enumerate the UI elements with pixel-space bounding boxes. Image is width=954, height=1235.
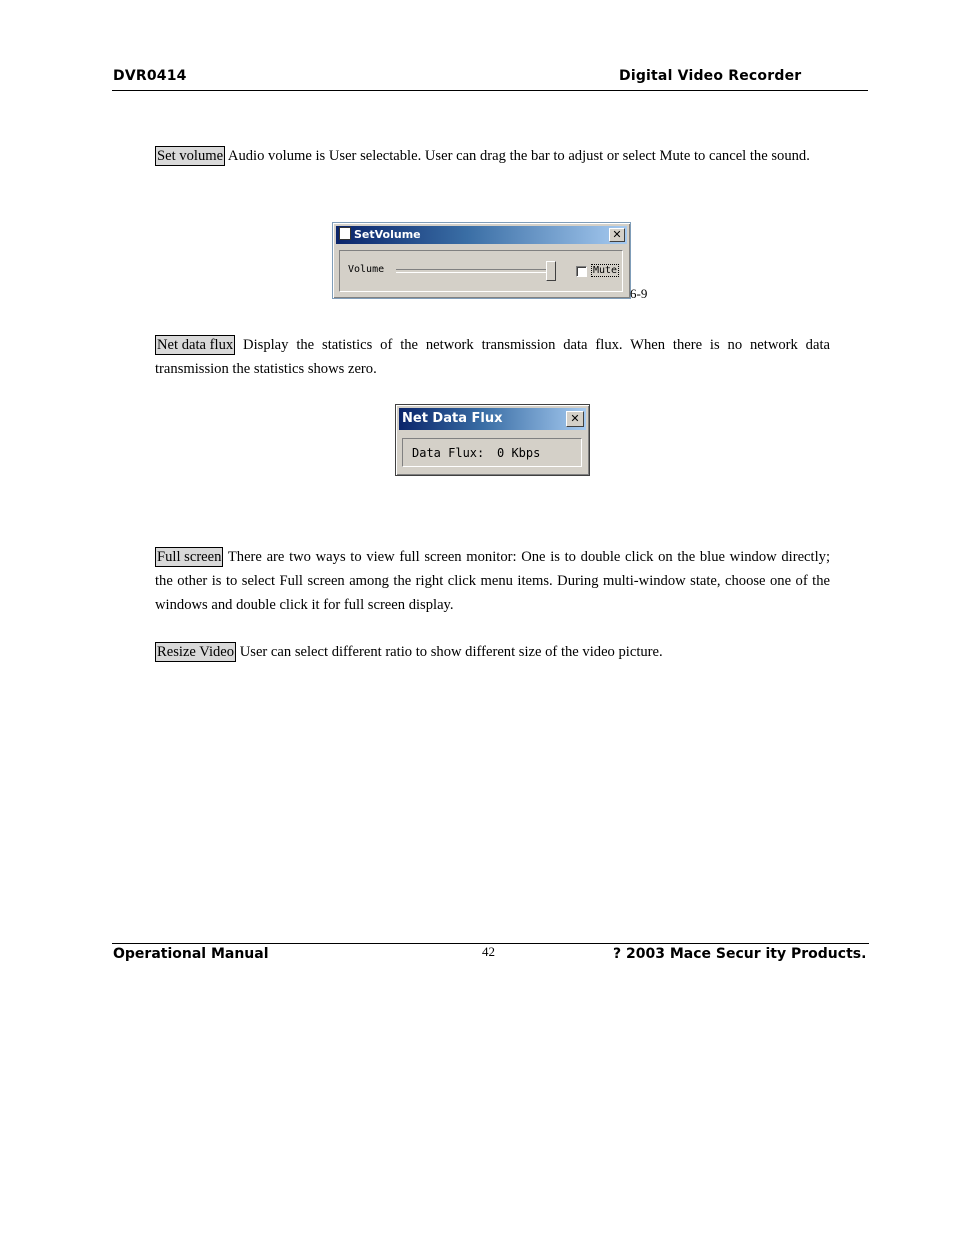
volume-slider-thumb[interactable] (546, 261, 556, 281)
close-icon[interactable]: ✕ (609, 228, 625, 242)
net-data-flux-paragraph (155, 333, 830, 381)
figure-caption: 6-9 (630, 286, 648, 301)
footer-manual-name: Operational Manual (113, 946, 269, 962)
set-volume-dialog (332, 222, 631, 299)
full-screen-term: Full screen (157, 549, 222, 565)
mute-label[interactable]: Mute (593, 265, 618, 276)
set-volume-term: Set volume (157, 148, 224, 164)
net-data-flux-dialog (395, 404, 590, 476)
set-volume-paragraph (155, 144, 830, 168)
header-rule (112, 90, 868, 91)
page-number: 42 (482, 944, 495, 959)
footer-copyright: ? 2003 Mace Secur ity Products. (613, 946, 867, 962)
mute-checkbox[interactable] (576, 266, 587, 277)
close-icon[interactable]: ✕ (566, 411, 584, 427)
full-screen-paragraph (155, 545, 830, 617)
full-screen-text: There are two ways to view full screen monitor: One is to double click on the blue window directly; the other is to select Full screen among the right click menu items. During multi-window state, choose one of the windows and double click it for full screen display. (155, 549, 830, 613)
net-data-flux-titlebar (399, 408, 586, 430)
volume-label: Volume (348, 264, 385, 275)
header-doc-title: Digital Video Recorder (619, 68, 802, 84)
flux-value: 0 Kbps (497, 446, 541, 460)
resize-video-text: User can select different ratio to show different size of the video picture. (236, 644, 663, 660)
set-volume-titlebar (336, 226, 627, 244)
set-volume-text: Audio volume is User selectable. User can drag the bar to adjust or select Mute to cancel the sound. (225, 148, 810, 164)
resize-video-paragraph (155, 640, 830, 664)
flux-label: Data Flux: (412, 446, 485, 460)
header-doc-id: DVR0414 (113, 68, 187, 84)
resize-video-term: Resize Video (157, 644, 235, 660)
set-volume-title: SetVolume (354, 228, 421, 241)
net-data-flux-text: Display the statistics of the network transmission data flux. When there is no network data transmission the statistics shows zero. (155, 337, 830, 377)
volume-panel (339, 250, 623, 292)
app-icon (339, 227, 351, 240)
net-data-flux-title: Net Data Flux (402, 411, 503, 426)
volume-slider-track[interactable] (396, 269, 556, 273)
net-data-flux-term: Net data flux (157, 337, 234, 353)
flux-panel (402, 438, 582, 467)
